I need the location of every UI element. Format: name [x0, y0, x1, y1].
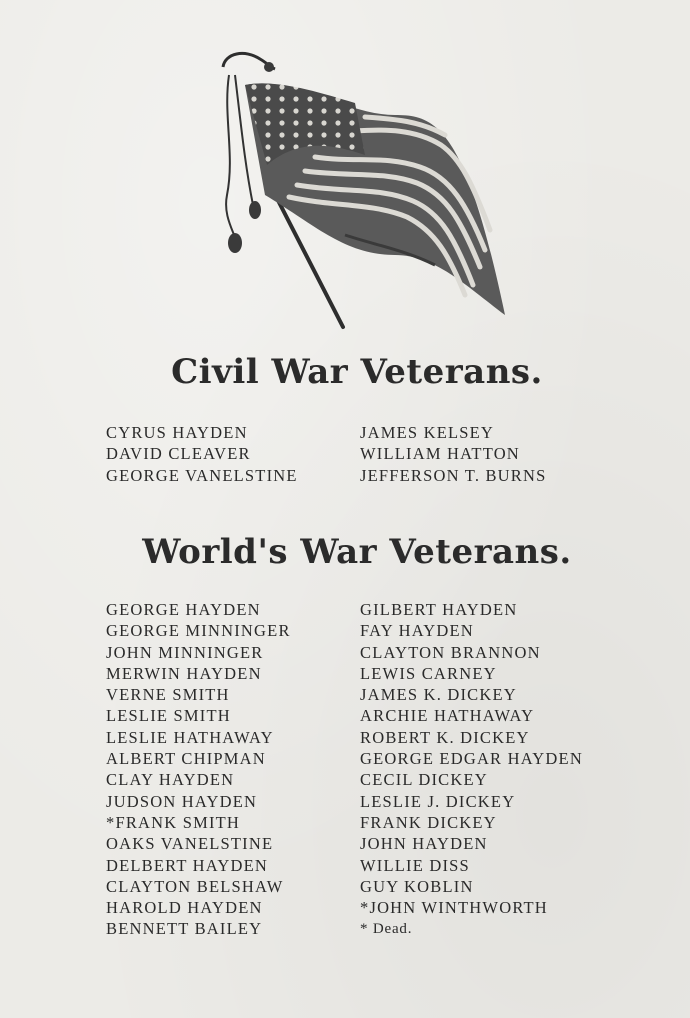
- veteran-name: WILLIE DISS: [360, 855, 470, 875]
- veteran-name: CECIL DICKEY: [360, 770, 488, 790]
- world-war-right-column: [360, 599, 583, 918]
- veteran-name: GUY KOBLIN: [360, 876, 474, 896]
- veteran-name: WILLIAM HATTON: [360, 444, 520, 464]
- veteran-name: DAVID CLEAVER: [106, 444, 251, 464]
- deceased-footnote: * Dead.: [360, 921, 413, 937]
- veteran-name: JUDSON HAYDEN: [106, 791, 258, 811]
- veteran-name: CLAY HAYDEN: [106, 770, 235, 790]
- veteran-name: LESLIE J. DICKEY: [360, 791, 516, 811]
- veteran-name: GILBERT HAYDEN: [360, 600, 518, 619]
- veteran-name: ALBERT CHIPMAN: [106, 749, 266, 769]
- world-war-heading: World's War Veterans.: [142, 532, 572, 572]
- veteran-name: *JOHN WINTHWORTH: [360, 898, 548, 918]
- veteran-name: VERNE SMITH: [106, 685, 230, 705]
- civil-war-heading: Civil War Veterans.: [171, 352, 543, 392]
- veteran-name: ARCHIE HATHAWAY: [360, 706, 535, 726]
- veteran-name: GEORGE EDGAR HAYDEN: [360, 749, 583, 769]
- veteran-name: FAY HAYDEN: [360, 621, 474, 641]
- veteran-name: OAKS VANELSTINE: [106, 834, 274, 854]
- veteran-name: CLAYTON BELSHAW: [106, 876, 284, 896]
- veteran-name: ROBERT K. DICKEY: [360, 727, 530, 747]
- veteran-name: BENNETT BAILEY: [106, 919, 263, 939]
- veteran-name: JOHN MINNINGER: [106, 642, 264, 662]
- veteran-name: JAMES K. DICKEY: [360, 685, 517, 705]
- civil-war-left-column: [106, 422, 298, 486]
- veteran-name: DELBERT HAYDEN: [106, 855, 269, 875]
- veteran-name: FRANK DICKEY: [360, 812, 497, 832]
- veteran-name: GEORGE HAYDEN: [106, 600, 261, 619]
- veteran-name: *FRANK SMITH: [106, 812, 241, 832]
- veteran-name: GEORGE VANELSTINE: [106, 465, 298, 485]
- veteran-name: LESLIE HATHAWAY: [106, 727, 274, 747]
- world-war-left-column: [106, 599, 291, 940]
- civil-war-right-column: [360, 422, 547, 486]
- veteran-name: CYRUS HAYDEN: [106, 423, 248, 442]
- veteran-name: LEWIS CARNEY: [360, 663, 497, 683]
- veteran-name: JOHN HAYDEN: [360, 834, 488, 854]
- veteran-name: HAROLD HAYDEN: [106, 898, 263, 918]
- veteran-name: LESLIE SMITH: [106, 706, 231, 726]
- veteran-name: MERWIN HAYDEN: [106, 663, 262, 683]
- veteran-name: CLAYTON BRANNON: [360, 642, 541, 662]
- veteran-name: JEFFERSON T. BURNS: [360, 465, 547, 485]
- veteran-name: JAMES KELSEY: [360, 423, 495, 442]
- american-flag-icon: [205, 45, 525, 335]
- veteran-name: GEORGE MINNINGER: [106, 621, 291, 641]
